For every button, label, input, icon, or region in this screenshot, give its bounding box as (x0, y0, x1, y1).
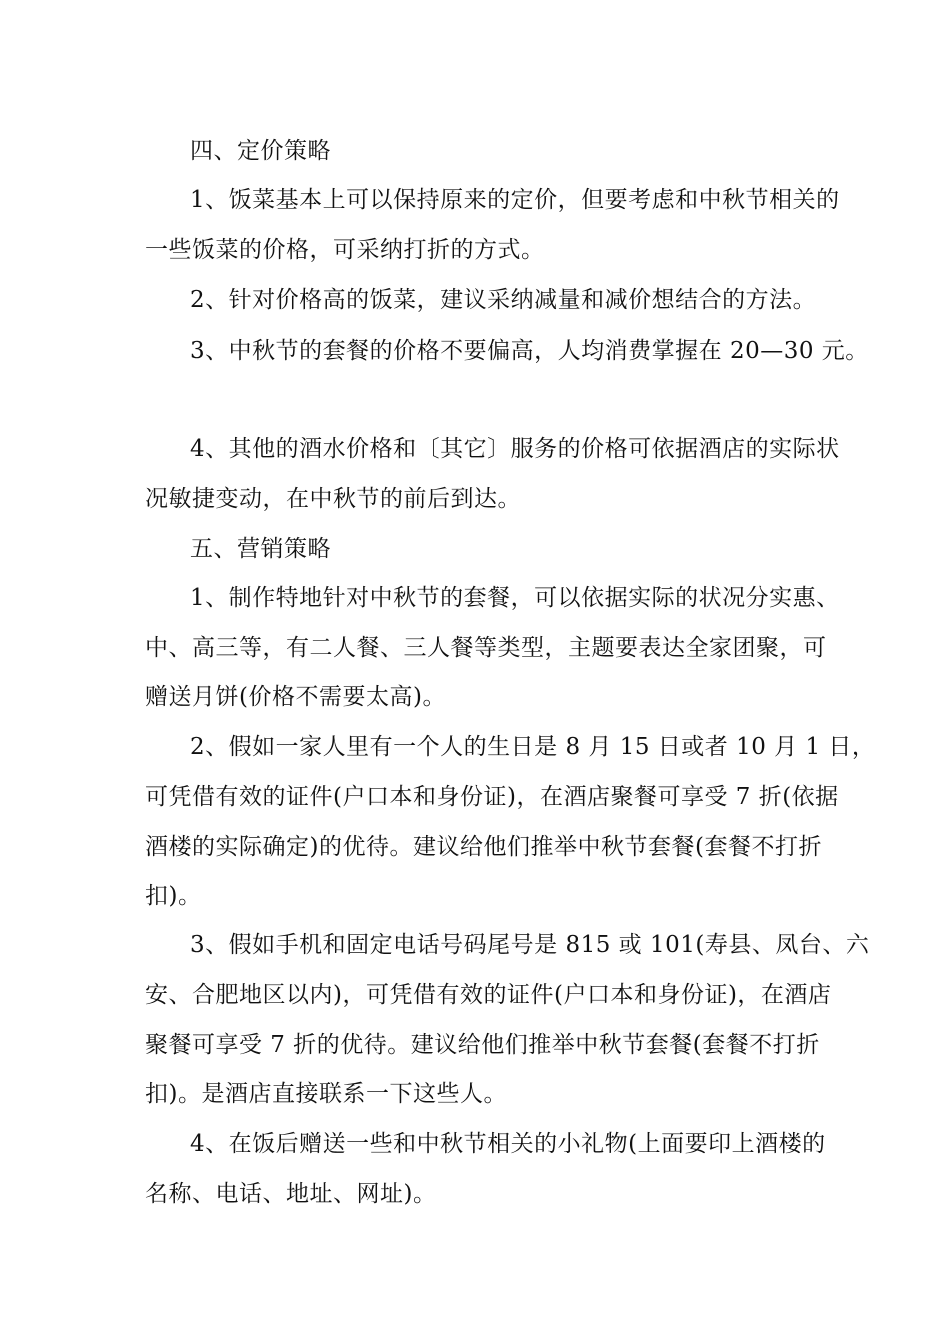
paragraph-line: 1、制作特地针对中秋节的套餐，可以依据实际的状况分实惠、 (190, 585, 840, 611)
section-heading-marketing: 五、营销策略 (190, 536, 331, 562)
paragraph-line: 安、合肥地区以内)，可凭借有效的证件(户口本和身份证)，在酒店 (145, 982, 832, 1008)
paragraph-line: 酒楼的实际确定)的优待。建议给他们推举中秋节套餐(套餐不打折 (145, 834, 822, 860)
paragraph-line: 1、饭菜基本上可以保持原来的定价，但要考虑和中秋节相关的 (190, 187, 840, 213)
paragraph-line: 名称、电话、地址、网址)。 (145, 1181, 437, 1207)
paragraph-line: 4、其他的酒水价格和〔其它〕服务的价格可依据酒店的实际状 (190, 436, 840, 462)
section-heading-pricing: 四、定价策略 (190, 138, 331, 164)
paragraph-line: 扣)。是酒店直接联系一下这些人。 (145, 1081, 507, 1107)
paragraph-line: 聚餐可享受 7 折的优待。建议给他们推举中秋节套餐(套餐不打折 (145, 1032, 820, 1058)
paragraph-line: 一些饭菜的价格，可采纳打折的方式。 (145, 237, 545, 263)
paragraph-line: 2、假如一家人里有一个人的生日是 8 月 15 日或者 10 月 1 日， (190, 734, 876, 760)
paragraph-line: 4、在饭后赠送一些和中秋节相关的小礼物(上面要印上酒楼的 (190, 1131, 826, 1157)
paragraph-line: 2、针对价格高的饭菜，建议采纳减量和减价想结合的方法。 (190, 287, 817, 313)
paragraph-line: 3、中秋节的套餐的价格不要偏高，人均消费掌握在 20—30 元。 (190, 338, 869, 364)
paragraph-line: 况敏捷变动，在中秋节的前后到达。 (145, 486, 521, 512)
paragraph-line: 3、假如手机和固定电话号码尾号是 815 或 101(寿县、凤台、六 (190, 932, 870, 958)
paragraph-line: 中、高三等，有二人餐、三人餐等类型，主题要表达全家团聚，可 (145, 635, 827, 661)
paragraph-line: 赠送月饼(价格不需要太高)。 (145, 684, 446, 710)
paragraph-line: 可凭借有效的证件(户口本和身份证)，在酒店聚餐可享受 7 折(依据 (145, 784, 839, 810)
paragraph-line: 扣)。 (145, 883, 202, 909)
